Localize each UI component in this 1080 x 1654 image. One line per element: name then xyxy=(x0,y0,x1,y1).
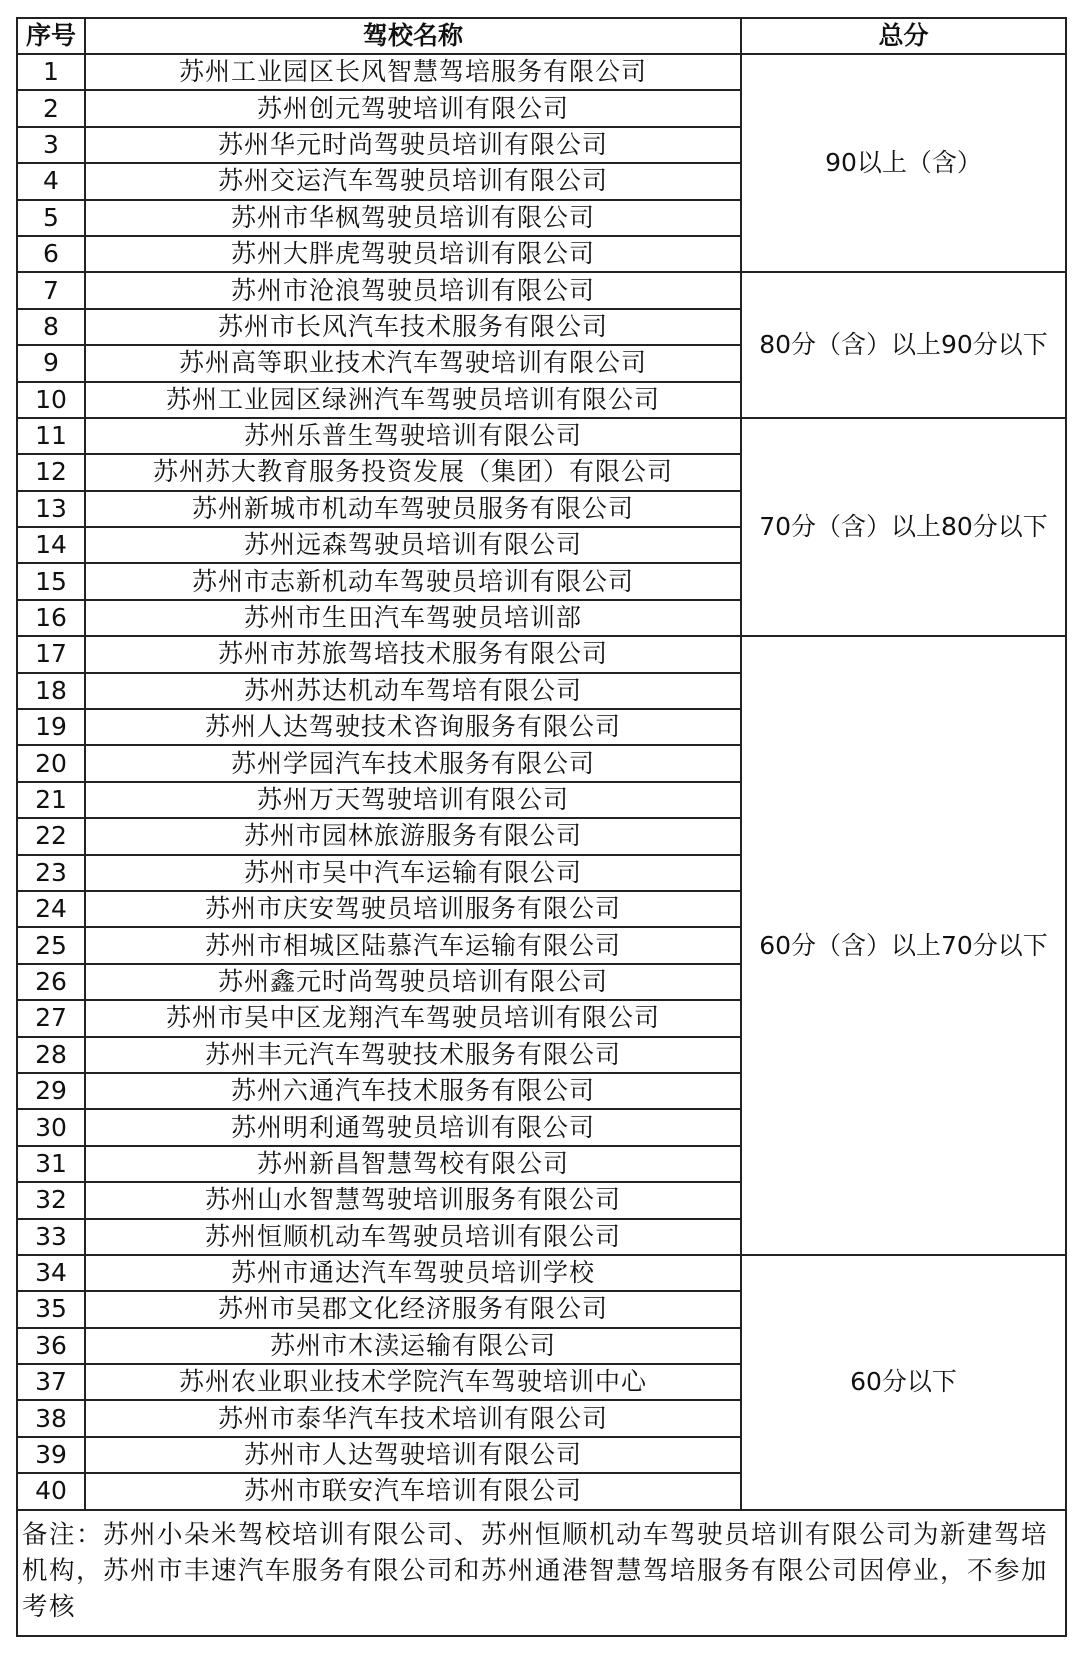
header-name: 驾校名称 xyxy=(85,18,741,54)
row-number: 22 xyxy=(17,818,85,854)
row-number: 20 xyxy=(17,745,85,781)
school-name: 苏州市木渎运输有限公司 xyxy=(85,1328,741,1364)
header-row xyxy=(17,18,1066,54)
row-number: 29 xyxy=(17,1073,85,1109)
school-name: 苏州鑫元时尚驾驶员培训有限公司 xyxy=(85,964,741,1000)
school-name: 苏州交运汽车驾驶员培训有限公司 xyxy=(85,163,741,199)
driving-school-score-table xyxy=(16,17,1067,1637)
school-name: 苏州市华枫驾驶员培训有限公司 xyxy=(85,200,741,236)
row-number: 36 xyxy=(17,1328,85,1364)
note-text: 备注：苏州小朵米驾校培训有限公司、苏州恒顺机动车驾驶员培训有限公司为新建驾培机构，苏州市丰速汽车服务有限公司和苏州通港智慧驾培服务有限公司因停业，不参加考核 xyxy=(17,1510,1066,1636)
row-number: 5 xyxy=(17,200,85,236)
row-number: 3 xyxy=(17,127,85,163)
school-name: 苏州新城市机动车驾驶员服务有限公司 xyxy=(85,491,741,527)
school-name: 苏州苏达机动车驾培有限公司 xyxy=(85,673,741,709)
school-name: 苏州华元时尚驾驶员培训有限公司 xyxy=(85,127,741,163)
school-name: 苏州市相城区陆慕汽车运输有限公司 xyxy=(85,927,741,963)
row-number: 14 xyxy=(17,527,85,563)
school-name: 苏州恒顺机动车驾驶员培训有限公司 xyxy=(85,1219,741,1255)
score-range: 60分以下 xyxy=(741,1255,1066,1510)
school-name: 苏州市苏旅驾培技术服务有限公司 xyxy=(85,636,741,672)
row-number: 40 xyxy=(17,1473,85,1509)
school-name: 苏州学园汽车技术服务有限公司 xyxy=(85,745,741,781)
header-no: 序号 xyxy=(17,18,85,54)
row-number: 26 xyxy=(17,964,85,1000)
row-number: 35 xyxy=(17,1291,85,1327)
row-number: 27 xyxy=(17,1000,85,1036)
row-number: 39 xyxy=(17,1437,85,1473)
school-name: 苏州新昌智慧驾校有限公司 xyxy=(85,1146,741,1182)
school-name: 苏州人达驾驶技术咨询服务有限公司 xyxy=(85,709,741,745)
school-name: 苏州市通达汽车驾驶员培训学校 xyxy=(85,1255,741,1291)
row-number: 15 xyxy=(17,563,85,599)
school-name: 苏州农业职业技术学院汽车驾驶培训中心 xyxy=(85,1364,741,1400)
school-name: 苏州市生田汽车驾驶员培训部 xyxy=(85,600,741,636)
row-number: 28 xyxy=(17,1037,85,1073)
row-number: 2 xyxy=(17,90,85,126)
row-number: 33 xyxy=(17,1219,85,1255)
row-number: 23 xyxy=(17,855,85,891)
school-name: 苏州苏大教育服务投资发展（集团）有限公司 xyxy=(85,454,741,490)
school-name: 苏州乐普生驾驶培训有限公司 xyxy=(85,418,741,454)
row-number: 12 xyxy=(17,454,85,490)
row-number: 13 xyxy=(17,491,85,527)
row-number: 7 xyxy=(17,272,85,308)
table-row xyxy=(17,54,1066,90)
row-number: 21 xyxy=(17,782,85,818)
school-name: 苏州明利通驾驶员培训有限公司 xyxy=(85,1109,741,1145)
row-number: 9 xyxy=(17,345,85,381)
school-name: 苏州工业园区长风智慧驾培服务有限公司 xyxy=(85,54,741,90)
school-name: 苏州工业园区绿洲汽车驾驶员培训有限公司 xyxy=(85,382,741,418)
row-number: 34 xyxy=(17,1255,85,1291)
row-number: 18 xyxy=(17,673,85,709)
table-row xyxy=(17,418,1066,454)
row-number: 4 xyxy=(17,163,85,199)
score-range: 70分（含）以上80分以下 xyxy=(741,418,1066,636)
score-range: 80分（含）以上90分以下 xyxy=(741,272,1066,418)
school-name: 苏州市吴中区龙翔汽车驾驶员培训有限公司 xyxy=(85,1000,741,1036)
row-number: 1 xyxy=(17,54,85,90)
school-name: 苏州市园林旅游服务有限公司 xyxy=(85,818,741,854)
school-name: 苏州市志新机动车驾驶员培训有限公司 xyxy=(85,563,741,599)
row-number: 24 xyxy=(17,891,85,927)
table-row xyxy=(17,272,1066,308)
school-name: 苏州市庆安驾驶员培训服务有限公司 xyxy=(85,891,741,927)
table-row xyxy=(17,636,1066,672)
row-number: 11 xyxy=(17,418,85,454)
row-number: 10 xyxy=(17,382,85,418)
school-name: 苏州市长风汽车技术服务有限公司 xyxy=(85,309,741,345)
row-number: 6 xyxy=(17,236,85,272)
school-name: 苏州市联安汽车培训有限公司 xyxy=(85,1473,741,1509)
row-number: 16 xyxy=(17,600,85,636)
school-name: 苏州市吴郡文化经济服务有限公司 xyxy=(85,1291,741,1327)
row-number: 32 xyxy=(17,1182,85,1218)
row-number: 30 xyxy=(17,1109,85,1145)
row-number: 38 xyxy=(17,1400,85,1436)
school-name: 苏州高等职业技术汽车驾驶培训有限公司 xyxy=(85,345,741,381)
school-name: 苏州丰元汽车驾驶技术服务有限公司 xyxy=(85,1037,741,1073)
school-name: 苏州市泰华汽车技术培训有限公司 xyxy=(85,1400,741,1436)
school-name: 苏州远森驾驶员培训有限公司 xyxy=(85,527,741,563)
school-name: 苏州创元驾驶培训有限公司 xyxy=(85,90,741,126)
score-range: 60分（含）以上70分以下 xyxy=(741,636,1066,1255)
header-score: 总分 xyxy=(741,18,1066,54)
school-name: 苏州六通汽车技术服务有限公司 xyxy=(85,1073,741,1109)
school-name: 苏州大胖虎驾驶员培训有限公司 xyxy=(85,236,741,272)
note-row xyxy=(17,1510,1066,1636)
row-number: 19 xyxy=(17,709,85,745)
row-number: 31 xyxy=(17,1146,85,1182)
school-name: 苏州山水智慧驾驶培训服务有限公司 xyxy=(85,1182,741,1218)
school-name: 苏州万天驾驶培训有限公司 xyxy=(85,782,741,818)
row-number: 37 xyxy=(17,1364,85,1400)
score-range: 90以上（含） xyxy=(741,54,1066,272)
school-name: 苏州市沧浪驾驶员培训有限公司 xyxy=(85,272,741,308)
table-row xyxy=(17,1255,1066,1291)
school-name: 苏州市吴中汽车运输有限公司 xyxy=(85,855,741,891)
row-number: 8 xyxy=(17,309,85,345)
school-name: 苏州市人达驾驶培训有限公司 xyxy=(85,1437,741,1473)
row-number: 25 xyxy=(17,927,85,963)
row-number: 17 xyxy=(17,636,85,672)
